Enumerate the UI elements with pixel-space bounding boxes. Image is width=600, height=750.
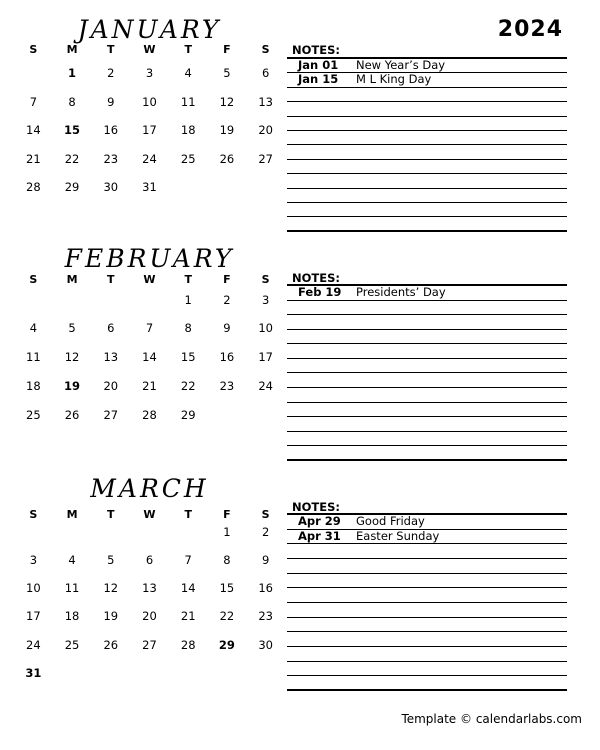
date-grid — [14, 59, 285, 202]
day-cell: 25 — [180, 151, 196, 166]
day-cell: 25 — [64, 637, 80, 652]
date-grid — [14, 518, 285, 687]
notes-table — [287, 284, 567, 461]
day-cell: 17 — [258, 350, 273, 365]
note-text: Presidents’ Day — [356, 286, 446, 299]
notes-row — [287, 315, 567, 330]
day-cell — [208, 659, 247, 687]
footer-credit: Template © calendarlabs.com — [401, 712, 582, 726]
day-cell: 2 — [223, 292, 231, 307]
day-cell: 1 — [223, 524, 231, 539]
day-cell: 21 — [142, 378, 157, 393]
day-cell: 26 — [219, 151, 235, 166]
notes-label: NOTES: — [292, 43, 340, 57]
day-cell: 22 — [219, 609, 235, 624]
day-cell: 5 — [68, 321, 76, 336]
day-cell — [53, 286, 92, 315]
day-cell — [169, 518, 208, 546]
day-cell: 8 — [184, 321, 192, 336]
day-cell: 1 — [184, 292, 192, 307]
day-cell — [91, 286, 130, 315]
day-cell: 27 — [103, 407, 119, 422]
day-cell: 15 — [180, 350, 196, 365]
day-cell: 9 — [223, 321, 231, 336]
notes-row — [287, 603, 567, 618]
day-cell: 7 — [29, 94, 38, 109]
day-cell: 17 — [26, 609, 41, 624]
day-cell — [208, 173, 247, 202]
day-cell: 6 — [145, 553, 154, 568]
notes-row — [287, 574, 567, 589]
day-cell: 14 — [26, 123, 41, 137]
day-cell: 29 — [218, 637, 235, 652]
day-cell — [246, 401, 285, 430]
day-cell: 19 — [64, 378, 81, 393]
notes-row — [287, 102, 567, 116]
notes-row — [287, 432, 567, 447]
day-cell — [130, 659, 169, 687]
day-of-week-label: F — [223, 43, 231, 56]
day-cell: 7 — [145, 321, 154, 336]
day-cell: 27 — [258, 151, 273, 166]
day-of-week-label: T — [107, 43, 115, 56]
day-cell: 2 — [107, 66, 115, 80]
day-cell: 9 — [107, 94, 115, 109]
day-cell: 4 — [29, 321, 38, 336]
day-cell — [246, 173, 285, 202]
notes-row — [287, 217, 567, 231]
day-cell: 28 — [26, 180, 41, 194]
day-cell: 28 — [180, 637, 196, 652]
day-cell: 11 — [64, 581, 80, 596]
day-cell — [208, 401, 247, 430]
day-of-week-label: S — [29, 43, 38, 56]
day-cell: 12 — [219, 94, 235, 109]
notes-row — [287, 73, 567, 87]
day-cell: 13 — [258, 94, 273, 109]
day-cell: 2 — [261, 524, 270, 539]
day-cell — [91, 518, 130, 546]
day-cell: 26 — [64, 407, 80, 422]
day-cell: 12 — [103, 581, 119, 596]
notes-table — [287, 513, 567, 691]
notes-row — [287, 632, 567, 647]
day-cell: 27 — [142, 637, 157, 652]
day-cell: 20 — [103, 378, 119, 393]
note-text: New Year’s Day — [356, 59, 446, 72]
notes-row — [287, 189, 567, 203]
day-cell — [130, 518, 169, 546]
day-cell: 16 — [103, 123, 119, 137]
day-cell: 14 — [180, 581, 196, 596]
day-cell — [91, 659, 130, 687]
day-cell: 20 — [258, 123, 273, 137]
day-cell: 16 — [258, 581, 273, 596]
day-of-week-row — [14, 44, 285, 56]
day-of-week-label: F — [223, 508, 231, 521]
day-cell: 4 — [68, 553, 76, 568]
notes-row — [287, 160, 567, 174]
notes-row — [287, 359, 567, 374]
note-text: Easter Sunday — [356, 529, 440, 543]
notes-row — [287, 530, 567, 545]
note-date: Apr 29 — [298, 515, 341, 528]
notes-row — [287, 373, 567, 388]
day-of-week-label: W — [143, 43, 156, 56]
date-grid — [14, 286, 285, 430]
day-of-week-label: S — [261, 43, 270, 56]
day-cell: 22 — [180, 378, 196, 393]
month-title: JANUARY — [77, 15, 222, 44]
day-cell — [169, 173, 208, 202]
note-date: Feb 19 — [298, 286, 342, 299]
day-cell: 24 — [142, 151, 157, 166]
day-cell: 10 — [142, 94, 157, 109]
day-cell — [14, 518, 53, 546]
day-cell: 19 — [103, 609, 119, 624]
notes-row — [287, 662, 567, 677]
day-cell — [246, 659, 285, 687]
day-cell: 11 — [26, 350, 41, 365]
notes-row — [287, 446, 567, 461]
day-cell — [14, 286, 53, 315]
note-text: M L King Day — [356, 73, 432, 87]
day-cell — [14, 59, 53, 88]
day-of-week-label: S — [29, 273, 38, 286]
notes-row — [287, 559, 567, 574]
day-cell: 21 — [26, 151, 41, 166]
day-of-week-label: S — [261, 508, 270, 521]
day-cell: 6 — [107, 321, 115, 336]
day-cell: 5 — [223, 66, 231, 80]
day-cell: 3 — [145, 66, 154, 80]
day-cell: 14 — [142, 350, 157, 365]
notes-row — [287, 131, 567, 145]
day-cell: 29 — [64, 180, 80, 194]
day-cell: 20 — [142, 609, 157, 624]
month-title: FEBRUARY — [64, 244, 235, 273]
day-cell: 17 — [142, 123, 157, 137]
day-cell: 6 — [261, 66, 270, 80]
day-of-week-label: S — [261, 273, 270, 286]
day-cell: 3 — [261, 292, 270, 307]
notes-row — [287, 403, 567, 418]
day-cell: 22 — [64, 151, 80, 166]
day-cell: 5 — [107, 553, 115, 568]
day-of-week-label: T — [184, 43, 192, 56]
day-cell: 23 — [258, 609, 273, 624]
notes-row — [287, 145, 567, 159]
notes-row — [287, 330, 567, 345]
day-of-week-label: M — [66, 508, 78, 521]
notes-row — [287, 286, 567, 301]
day-cell: 12 — [64, 350, 80, 365]
notes-row — [287, 344, 567, 359]
day-cell: 31 — [142, 180, 157, 194]
day-cell: 18 — [26, 378, 41, 393]
day-cell: 29 — [180, 407, 196, 422]
day-cell: 4 — [184, 66, 192, 80]
note-date: Jan 15 — [298, 73, 339, 87]
day-cell: 23 — [103, 151, 119, 166]
note-date: Jan 01 — [298, 59, 339, 72]
day-cell: 13 — [142, 581, 157, 596]
day-cell — [53, 518, 92, 546]
notes-row — [287, 676, 567, 691]
day-cell: 10 — [26, 581, 41, 596]
note-text: Good Friday — [356, 515, 425, 528]
notes-row — [287, 588, 567, 603]
day-cell: 24 — [26, 637, 41, 652]
day-of-week-label: F — [223, 273, 231, 286]
day-cell: 31 — [25, 665, 42, 680]
day-of-week-label: T — [107, 508, 115, 521]
month-title: MARCH — [90, 474, 209, 503]
day-cell: 3 — [29, 553, 38, 568]
notes-row — [287, 388, 567, 403]
day-of-week-label: W — [143, 508, 156, 521]
day-cell: 16 — [219, 350, 235, 365]
day-of-week-label: T — [184, 508, 192, 521]
day-cell: 18 — [64, 609, 80, 624]
day-cell: 25 — [26, 407, 41, 422]
day-of-week-label: W — [143, 273, 156, 286]
day-cell — [53, 659, 92, 687]
day-cell: 28 — [142, 407, 157, 422]
day-cell: 30 — [258, 637, 273, 652]
day-cell: 15 — [64, 123, 81, 137]
note-date: Apr 31 — [298, 529, 341, 543]
day-of-week-label: M — [66, 43, 78, 56]
day-of-week-label: T — [184, 273, 192, 286]
day-cell: 1 — [68, 66, 77, 80]
day-cell: 18 — [180, 123, 196, 137]
day-cell: 15 — [219, 581, 235, 596]
day-cell: 8 — [223, 553, 231, 568]
day-of-week-label: S — [29, 508, 38, 521]
notes-row — [287, 203, 567, 217]
day-cell: 13 — [103, 350, 119, 365]
notes-table — [287, 57, 567, 232]
day-cell: 21 — [180, 609, 196, 624]
day-cell: 30 — [103, 180, 119, 194]
notes-label: NOTES: — [292, 271, 340, 285]
year-label: 2024 — [497, 17, 563, 42]
day-cell: 7 — [184, 553, 192, 568]
notes-row — [287, 174, 567, 188]
day-cell: 26 — [103, 637, 119, 652]
day-cell: 9 — [261, 553, 270, 568]
notes-row — [287, 417, 567, 432]
notes-row — [287, 544, 567, 559]
day-of-week-row — [14, 274, 285, 286]
notes-row — [287, 117, 567, 131]
notes-row — [287, 301, 567, 316]
notes-row — [287, 59, 567, 73]
day-cell — [169, 659, 208, 687]
day-cell: 24 — [258, 378, 273, 393]
notes-row — [287, 88, 567, 102]
notes-row — [287, 647, 567, 662]
day-of-week-label: T — [107, 273, 115, 286]
day-cell: 10 — [258, 321, 273, 336]
day-cell: 23 — [219, 378, 235, 393]
day-cell: 19 — [219, 123, 235, 137]
day-cell — [130, 286, 169, 315]
notes-row — [287, 515, 567, 530]
notes-label: NOTES: — [292, 500, 340, 514]
day-cell: 8 — [68, 94, 76, 109]
day-cell: 11 — [180, 94, 196, 109]
notes-row — [287, 618, 567, 633]
day-of-week-label: M — [66, 273, 78, 286]
